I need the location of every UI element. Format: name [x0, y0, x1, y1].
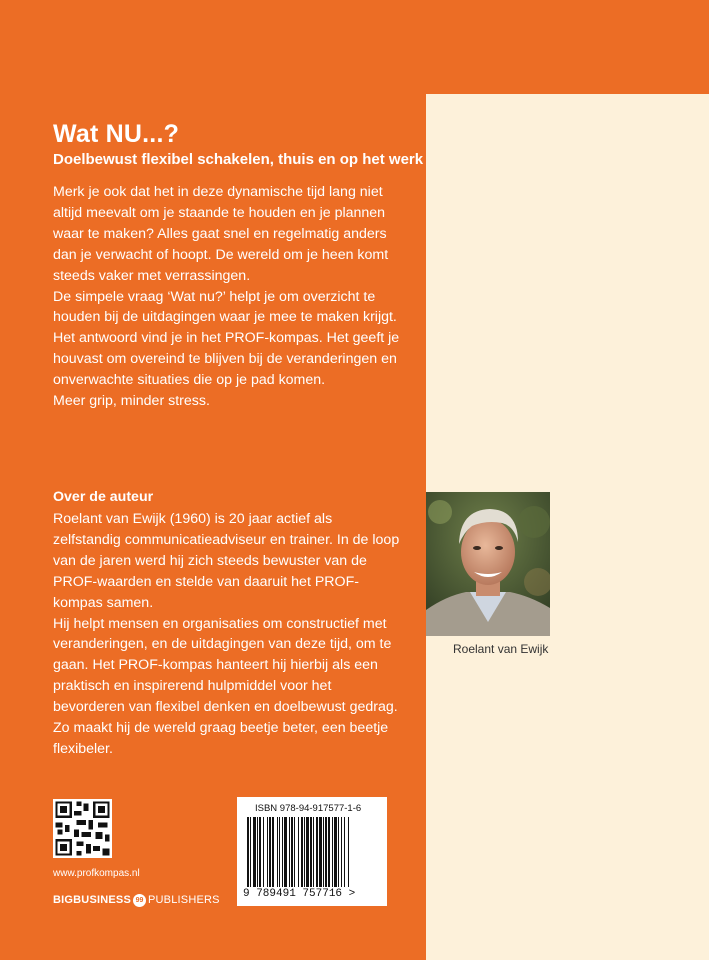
barcode-bar — [250, 817, 251, 887]
author-heading: Over de auteur — [53, 489, 154, 505]
barcode-bar — [247, 817, 249, 887]
barcode-bars — [247, 817, 377, 887]
qr-code — [53, 799, 112, 858]
barcode-bar — [282, 817, 283, 887]
barcode-bar — [277, 817, 278, 887]
publisher-logo — [53, 893, 220, 907]
barcode-bar — [301, 817, 303, 887]
publisher-badge: 99 — [133, 894, 146, 907]
blurb-paragraph: De simpele vraag ‘Wat nu?’ helpt je om overzicht te houden bij de uitdagingen waar je mee te maken krijgt. — [53, 288, 397, 326]
barcode-bar — [306, 817, 309, 887]
barcode-bar — [313, 817, 314, 887]
barcode-bar — [341, 817, 342, 887]
website-url: www.profkompas.nl — [53, 868, 140, 879]
barcode-digits: 9 789491 757716 > — [243, 888, 356, 900]
author-bio-paragraph: Zo maakt hij de wereld graag beetje beter, een beetje flexibeler. — [53, 720, 389, 757]
blurb-paragraph: Meer grip, minder stress. — [53, 393, 210, 410]
barcode-bar — [279, 817, 280, 887]
barcode-bar — [316, 817, 318, 887]
barcode-bar — [338, 817, 339, 887]
barcode-bar — [267, 817, 268, 887]
barcode-bar — [334, 817, 337, 887]
barcode-bar — [269, 817, 271, 887]
barcode-bar — [263, 817, 264, 887]
back-cover-blurb — [53, 182, 403, 412]
barcode-bar — [332, 817, 333, 887]
isbn-label: ISBN 978-94-917577-1-6 — [255, 803, 362, 814]
author-bio — [53, 509, 403, 760]
publisher-name-bold: BIGBUSINESS — [53, 894, 131, 906]
author-photo — [426, 492, 550, 636]
author-bio-paragraph: Roelant van Ewijk (1960) is 20 jaar actief als zelfstandig communicatieadviseur en trainer. In de loop van de jaren werd hij zich steeds bewuster van de PROF-waarden en stelde van daaruit het PROF-kompas samen. — [53, 511, 400, 611]
barcode-bar — [291, 817, 293, 887]
isbn-barcode — [237, 797, 387, 906]
barcode-bar — [298, 817, 299, 887]
barcode-bar — [259, 817, 261, 887]
barcode-bar — [344, 817, 345, 887]
barcode-bar — [319, 817, 322, 887]
barcode-bar — [289, 817, 290, 887]
barcode-bar — [325, 817, 327, 887]
barcode-bar — [257, 817, 258, 887]
barcode-bar — [284, 817, 287, 887]
barcode-bar — [272, 817, 274, 887]
author-photo-caption: Roelant van Ewijk — [453, 642, 549, 656]
barcode-bar — [328, 817, 330, 887]
book-subtitle: Doelbewust flexibel schakelen, thuis en op het werk — [53, 151, 424, 168]
barcode-bar — [304, 817, 305, 887]
author-bio-paragraph: Hij helpt mensen en organisaties om constructief met veranderingen, en de uitdagingen van deze tijd, om te gaan. Het PROF-kompas hanteert hij hierbij als een praktisch en inspirerend hulpmiddel voor het bevorderen van flexibel denken en doelbewust gedrag. — [53, 615, 398, 716]
barcode-bar — [323, 817, 324, 887]
barcode-bar — [310, 817, 312, 887]
blurb-paragraph: Het antwoord vind je in het PROF-kompas. Het geeft je houvast om overeind te blijven bij de veranderingen en onverwachte situaties die op je pad komen. — [53, 330, 400, 389]
blurb-paragraph: Merk je ook dat het in deze dynamische tijd lang niet altijd meevalt om je staande te houden en je plannen waar te maken? Alles gaat snel en regelmatig anders dan je verwacht of hoopt. De wereld om je heen komt steeds vaker met verrassingen. — [53, 184, 389, 284]
book-title: Wat NU...? — [53, 120, 180, 148]
barcode-bar — [348, 817, 349, 887]
barcode-bar — [253, 817, 256, 887]
barcode-bar — [294, 817, 295, 887]
publisher-name-rest: PUBLISHERS — [148, 894, 220, 906]
